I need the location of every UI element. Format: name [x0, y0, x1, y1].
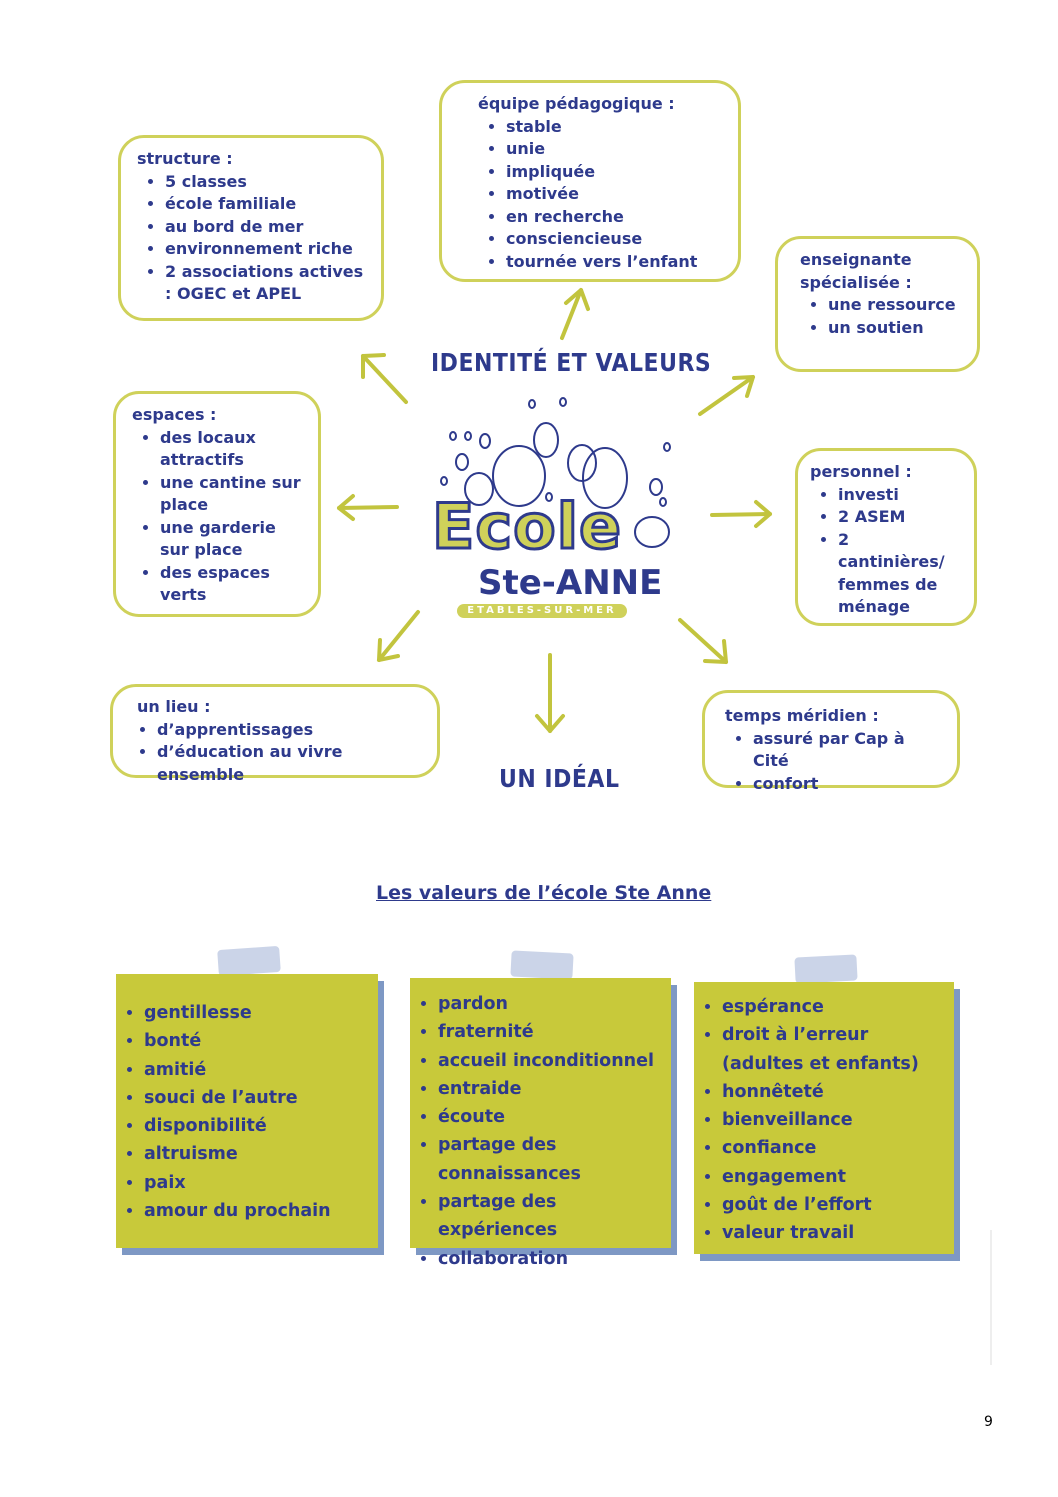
personnel-list [810, 484, 960, 619]
list-item: • partage des expériences [438, 1188, 665, 1245]
list-item: • valeur travail [722, 1219, 948, 1247]
list-item: • gentillesse [144, 999, 372, 1027]
list-item: • confort [753, 773, 943, 796]
list-item: • souci de l’autre [144, 1084, 372, 1112]
tape-decoration [217, 946, 281, 976]
list-item: • des locaux attractifs [160, 427, 304, 472]
arrow-to-enseignante [700, 377, 753, 414]
list-item: • une garderie sur place [160, 517, 304, 562]
equipe-list [478, 116, 724, 274]
values-note-3 [694, 982, 954, 1254]
list-item: • unie [506, 138, 724, 161]
divider [990, 1230, 992, 1365]
list-item: • altruisme [144, 1140, 372, 1168]
school-logo-town: ETABLES-SUR-MER [457, 604, 627, 618]
list-item: • tournée vers l’enfant [506, 251, 724, 274]
lieu-heading: un lieu : [137, 697, 211, 716]
enseignante-heading: enseignante spécialisée : [800, 250, 912, 292]
equipe-box [439, 80, 741, 282]
list-item: • école familiale [165, 193, 367, 216]
espaces-heading: espaces : [132, 405, 217, 424]
list-item: • entraide [438, 1075, 665, 1103]
identity-title: IDENTITÉ ET VALEURS [431, 349, 712, 378]
equipe-heading: équipe pédagogique : [478, 94, 675, 113]
personnel-heading: personnel : [810, 462, 912, 481]
list-item: • 5 classes [165, 171, 367, 194]
list-item: • bienveillance [722, 1106, 948, 1134]
list-item: • une ressource [828, 294, 963, 317]
list-item: • partage des connaissances [438, 1131, 665, 1188]
list-item: • fraternité [438, 1018, 665, 1046]
list-item: • stable [506, 116, 724, 139]
espaces-list [132, 427, 304, 607]
tape-decoration [794, 954, 857, 983]
arrow-to-temps [680, 620, 726, 662]
temps-box [702, 690, 960, 793]
enseignante-list [800, 294, 963, 339]
list-item: • au bord de mer [165, 216, 367, 239]
list-item: • espérance [722, 993, 948, 1021]
espaces-box [113, 391, 321, 617]
list-item: • motivée [506, 183, 724, 206]
list-item: • pardon [438, 990, 665, 1018]
values-note-2 [410, 978, 671, 1269]
tape-decoration [510, 950, 573, 979]
list-item: • 2 cantinières/ femmes de ménage [838, 529, 960, 619]
list-item: • consciencieuse [506, 228, 724, 251]
list-item: • 2 associations actives : OGEC et APEL [165, 261, 367, 306]
list-item: • engagement [722, 1163, 948, 1191]
arrow-to-ideal [537, 655, 563, 731]
temps-list [725, 728, 943, 796]
school-logo-name: Ste-ANNE [478, 563, 663, 603]
lieu-list [137, 719, 423, 787]
arrow-to-lieu [379, 612, 418, 660]
ideal-title: UN IDÉAL [499, 765, 620, 794]
list-item: • accueil inconditionnel [438, 1047, 665, 1075]
arrow-to-espaces [339, 496, 397, 519]
arrow-to-equipe [562, 290, 588, 338]
structure-box [118, 135, 384, 321]
lieu-box [110, 684, 440, 784]
list-item: • des espaces verts [160, 562, 304, 607]
personnel-box [795, 448, 977, 626]
list-item: • investi [838, 484, 960, 507]
values-note-1 [116, 974, 378, 1248]
list-item: • paix [144, 1169, 372, 1197]
list-item: • environnement riche [165, 238, 367, 261]
values-list-1 [122, 999, 372, 1225]
arrow-to-structure [363, 355, 406, 402]
list-item: • bonté [144, 1027, 372, 1055]
structure-heading: structure : [137, 149, 233, 168]
values-list-2 [416, 990, 665, 1273]
list-item: • écoute [438, 1103, 665, 1131]
list-item: • confiance [722, 1134, 948, 1162]
values-title: Les valeurs de l’école Ste Anne [376, 882, 712, 904]
list-item: • honnêteté [722, 1078, 948, 1106]
list-item: • assuré par Cap à Cité [753, 728, 943, 773]
list-item: • disponibilité [144, 1112, 372, 1140]
values-list-3 [700, 993, 948, 1248]
school-logo-word: Ecole [432, 490, 623, 563]
arrow-to-personnel [712, 502, 770, 526]
list-item: • droit à l’erreur (adultes et enfants) [722, 1021, 948, 1078]
list-item: • collaboration [438, 1245, 665, 1273]
list-item: • une cantine sur place [160, 472, 304, 517]
enseignante-box [775, 236, 980, 372]
structure-list [137, 171, 367, 306]
temps-heading: temps méridien : [725, 706, 879, 725]
list-item: • goût de l’effort [722, 1191, 948, 1219]
list-item: • d’éducation au vivre ensemble [157, 741, 423, 786]
page-number: 9 [984, 1414, 993, 1430]
list-item: • d’apprentissages [157, 719, 423, 742]
list-item: • amour du prochain [144, 1197, 372, 1225]
list-item: • en recherche [506, 206, 724, 229]
list-item: • amitié [144, 1056, 372, 1084]
list-item: • un soutien [828, 317, 963, 340]
list-item: • 2 ASEM [838, 506, 960, 529]
list-item: • impliquée [506, 161, 724, 184]
